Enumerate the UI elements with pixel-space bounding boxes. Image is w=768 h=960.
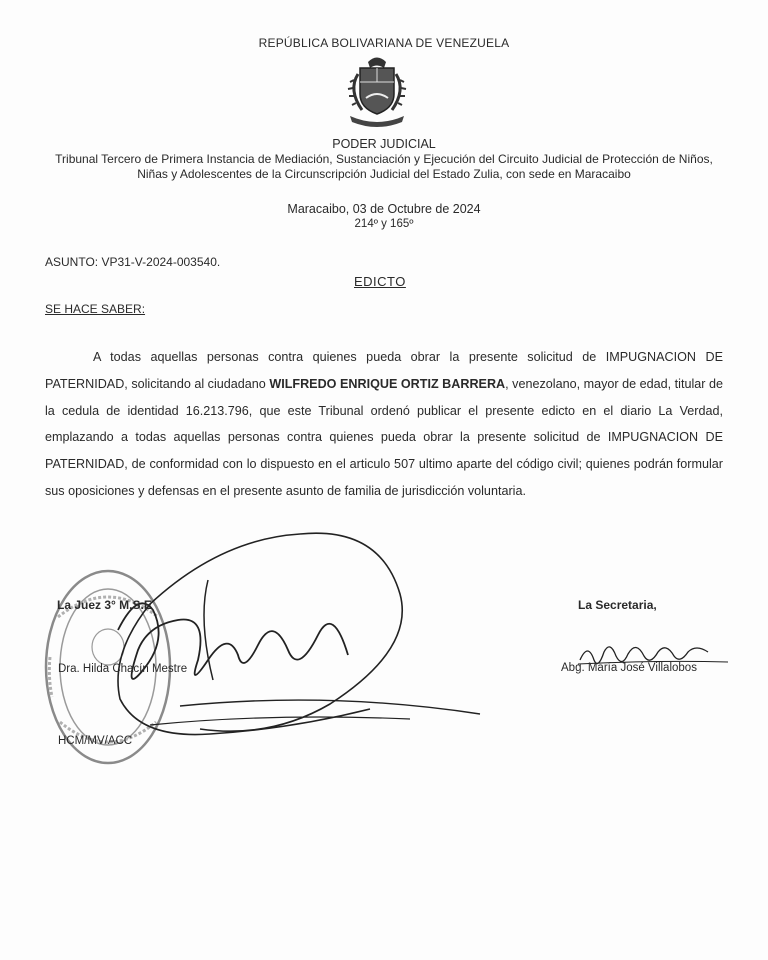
case-number: ASUNTO: VP31-V-2024-003540. [45,255,221,269]
edict-body-part1: A todas aquellas personas contra quienes pueda obrar la presente solicitud de IMPUGNACION DE PATERNIDAD, solicitando al ciudadano [45,350,723,391]
tribunal-heading: Tribunal Tercero de Primera Instancia de Mediación, Sustanciación y Ejecución del Circuito Judicial de Protección de Niños, Niñas y Adolescentes de la Circunscripción Judicial del Estado Zulia, con sede en Maracaibo [55,152,713,181]
judge-name: Dra. Hilda Chacín Mestre [58,663,188,675]
document-title: EDICTO [354,274,406,289]
venezuela-coat-of-arms-icon [338,52,416,130]
judge-signature [90,520,490,750]
edict-body-part2: , venezolano, mayor de edad, titular de la cedula de identidad 16.213.796, que este Tribunal ordenó publicar el presente edicto en el diario La Verdad, emplazando a todas aquellas personas contra quienes pueda obrar la presente solicitud de IMPUGNACION DE PATERNIDAD, de conformidad con lo dispuesto en el articulo 507 ultimo aparte del código civil; quienes podrán formular sus oposiciones y defensas en el presente asunto de familia de jurisdicción voluntaria. [45,376,723,498]
edict-body [45,344,723,505]
judge-title: La Juez 3° M.S.E [57,598,152,612]
years-line: 214º y 165º [354,218,414,230]
secretary-title: La Secretaria, [578,598,657,612]
country-heading: REPÚBLICA BOLIVARIANA DE VENEZUELA [258,36,510,50]
citizen-name: WILFREDO ENRIQUE ORTIZ BARRERA [269,376,506,391]
place-date: Maracaibo, 03 de Octubre de 2024 [287,202,481,216]
reference-initials: HCM/MV/ACC [58,735,133,747]
branch-heading: PODER JUDICIAL [332,137,436,151]
secretary-name: Abg. María José Villalobos [561,662,697,674]
document-subtitle: SE HACE SABER: [45,302,146,316]
